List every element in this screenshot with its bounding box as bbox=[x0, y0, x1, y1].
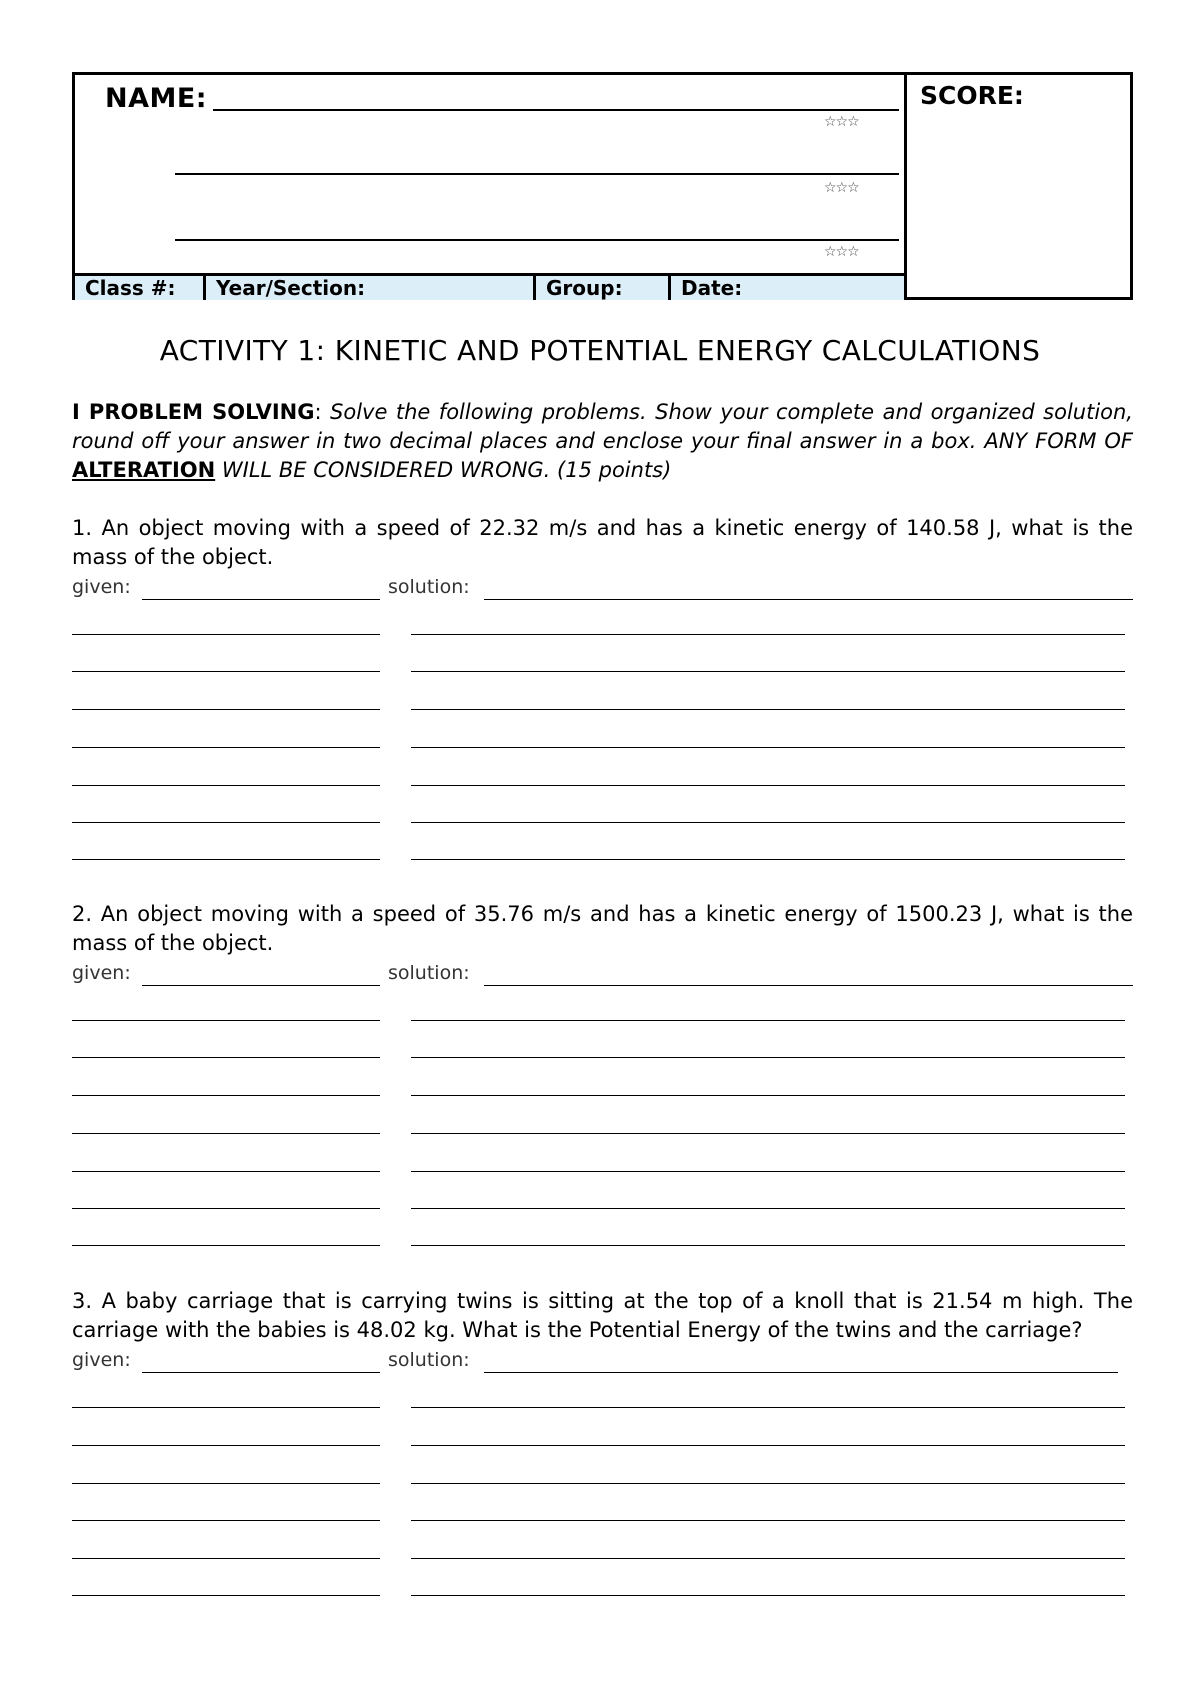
solution-label: solution: bbox=[388, 576, 470, 598]
instructions bbox=[72, 398, 1133, 485]
activity-title: ACTIVITY 1: KINETIC AND POTENTIAL ENERGY CALCULATIONS bbox=[159, 334, 1041, 367]
solution-work-line[interactable] bbox=[411, 1445, 1125, 1446]
group-label: Group: bbox=[546, 276, 623, 300]
given-work-line[interactable] bbox=[72, 1095, 380, 1096]
group-field[interactable] bbox=[536, 276, 671, 300]
given-work-line[interactable] bbox=[72, 1407, 380, 1408]
instructions-text-2: WILL BE CONSIDERED WRONG. (15 points) bbox=[215, 458, 672, 482]
solution-work-line[interactable] bbox=[411, 1057, 1125, 1058]
star-rating-icon: ☆☆☆ bbox=[824, 180, 859, 196]
given-work-line[interactable] bbox=[72, 709, 380, 710]
problem-2 bbox=[72, 900, 1133, 1258]
name-field-3[interactable] bbox=[175, 239, 899, 241]
given-work-line[interactable] bbox=[72, 1133, 380, 1134]
given-work-line[interactable] bbox=[72, 747, 380, 748]
problem-text: 2. An object moving with a speed of 35.76 m/s and has a kinetic energy of 1500.23 J, what is the mass of the object. bbox=[72, 902, 1133, 955]
problem-1 bbox=[72, 514, 1133, 872]
given-work-line[interactable] bbox=[72, 822, 380, 823]
solution-work-line[interactable] bbox=[411, 634, 1125, 635]
star-rating-icon: ☆☆☆ bbox=[824, 114, 859, 130]
solution-work-line[interactable] bbox=[411, 671, 1125, 672]
solution-work-line[interactable] bbox=[411, 785, 1125, 786]
student-info-header bbox=[72, 72, 1133, 300]
score-label: SCORE: bbox=[920, 81, 1024, 110]
year-section-label: Year/Section: bbox=[216, 276, 366, 300]
class-info-row bbox=[75, 273, 904, 300]
star-rating-icon: ☆☆☆ bbox=[824, 244, 859, 260]
solution-label: solution: bbox=[388, 1349, 470, 1371]
solution-work-line[interactable] bbox=[411, 1407, 1125, 1408]
given-work-line[interactable] bbox=[72, 634, 380, 635]
given-work-line[interactable] bbox=[72, 1057, 380, 1058]
solution-answer-line[interactable] bbox=[484, 599, 1133, 600]
answer-lines bbox=[72, 602, 1133, 872]
given-solution-row bbox=[72, 572, 1133, 602]
class-number-field[interactable] bbox=[75, 276, 206, 300]
given-work-line[interactable] bbox=[72, 1595, 380, 1596]
solution-label: solution: bbox=[388, 962, 470, 984]
solution-work-line[interactable] bbox=[411, 1095, 1125, 1096]
instructions-text-1: Solve the following problems. Show your complete and organized solution, round off your answer in two decimal places and enclose your final answer in a box. ANY FORM OF bbox=[72, 400, 1133, 453]
given-solution-row bbox=[72, 1345, 1133, 1375]
given-work-line[interactable] bbox=[72, 1208, 380, 1209]
given-work-line[interactable] bbox=[72, 859, 380, 860]
name-label: NAME: bbox=[105, 83, 208, 114]
given-label: given: bbox=[72, 576, 131, 598]
given-answer-line[interactable] bbox=[142, 1372, 380, 1373]
solution-work-line[interactable] bbox=[411, 709, 1125, 710]
given-work-line[interactable] bbox=[72, 1520, 380, 1521]
given-work-line[interactable] bbox=[72, 1483, 380, 1484]
problem-text: 1. An object moving with a speed of 22.32 m/s and has a kinetic energy of 140.58 J, what is the mass of the object. bbox=[72, 516, 1133, 569]
solution-work-line[interactable] bbox=[411, 1171, 1125, 1172]
solution-work-line[interactable] bbox=[411, 1208, 1125, 1209]
date-field[interactable] bbox=[671, 276, 904, 300]
given-answer-line[interactable] bbox=[142, 599, 380, 600]
solution-answer-line[interactable] bbox=[484, 1372, 1118, 1373]
year-section-field[interactable] bbox=[206, 276, 536, 300]
given-solution-row bbox=[72, 958, 1133, 988]
date-label: Date: bbox=[681, 276, 743, 300]
instructions-colon: : bbox=[314, 400, 331, 424]
given-work-line[interactable] bbox=[72, 1020, 380, 1021]
answer-lines bbox=[72, 988, 1133, 1258]
given-work-line[interactable] bbox=[72, 1245, 380, 1246]
solution-work-line[interactable] bbox=[411, 859, 1125, 860]
instructions-lead: I PROBLEM SOLVING bbox=[72, 400, 315, 424]
solution-work-line[interactable] bbox=[411, 1020, 1125, 1021]
solution-work-line[interactable] bbox=[411, 1520, 1125, 1521]
name-field-1[interactable] bbox=[213, 109, 899, 111]
solution-work-line[interactable] bbox=[411, 1245, 1125, 1246]
solution-work-line[interactable] bbox=[411, 1558, 1125, 1559]
solution-work-line[interactable] bbox=[411, 747, 1125, 748]
name-field-2[interactable] bbox=[175, 173, 899, 175]
instructions-emphasis: ALTERATION bbox=[72, 458, 216, 482]
given-label: given: bbox=[72, 962, 131, 984]
given-label: given: bbox=[72, 1349, 131, 1371]
score-divider bbox=[904, 75, 907, 297]
class-number-label: Class #: bbox=[85, 276, 176, 300]
given-work-line[interactable] bbox=[72, 671, 380, 672]
solution-answer-line[interactable] bbox=[484, 985, 1133, 986]
problem-text: 3. A baby carriage that is carrying twins is sitting at the top of a knoll that is 21.54 m high. The carriage with the babies is 48.02 kg. What is the Potential Energy of the twins and the carriage? bbox=[72, 1289, 1133, 1342]
given-work-line[interactable] bbox=[72, 1445, 380, 1446]
given-work-line[interactable] bbox=[72, 785, 380, 786]
problem-3 bbox=[72, 1287, 1133, 1615]
given-work-line[interactable] bbox=[72, 1171, 380, 1172]
answer-lines bbox=[72, 1375, 1133, 1615]
solution-work-line[interactable] bbox=[411, 822, 1125, 823]
given-work-line[interactable] bbox=[72, 1558, 380, 1559]
solution-work-line[interactable] bbox=[411, 1595, 1125, 1596]
solution-work-line[interactable] bbox=[411, 1133, 1125, 1134]
given-answer-line[interactable] bbox=[142, 985, 380, 986]
solution-work-line[interactable] bbox=[411, 1483, 1125, 1484]
